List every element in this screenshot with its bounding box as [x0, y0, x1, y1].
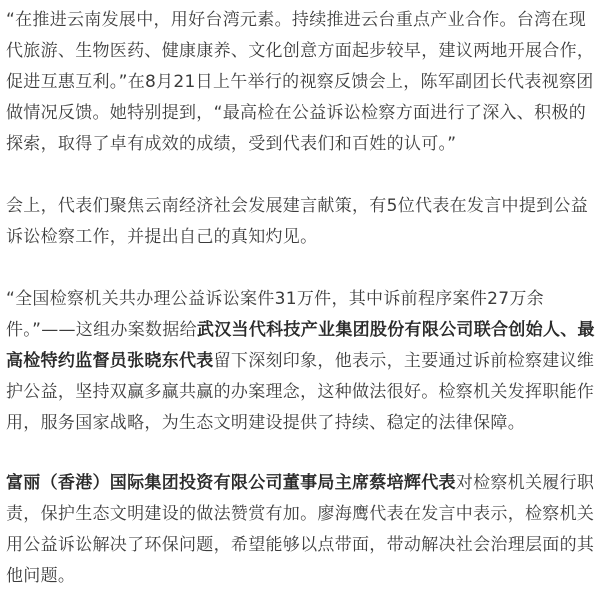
paragraph-2-text: 会上，代表们聚焦云南经济社会发展建言献策，有5位代表在发言中提到公益诉讼检察工作，并提出自己的真知灼见。: [6, 196, 589, 247]
paragraph-4-text: 对检察机关履行职责，保护生态文明建设的做法赞赏有加。廖海鹰代表在发言中表示，检察机关用公益诉讼解决了环保问题，希望能够以点带面，带动解决社会治理层面的其他问题。: [6, 473, 595, 586]
paragraph-1: [6, 5, 596, 160]
paragraph-3: [6, 284, 596, 439]
paragraph-3-text-start: “全国检察机关共办理公益诉讼案件31万件，其中诉前程序案件27万余件。”——这组办案数据给: [6, 289, 544, 340]
paragraph-4-bold-name: 富丽（香港）国际集团投资有限公司董事局主席蔡培辉代表: [6, 473, 456, 493]
paragraph-3-text-end: 留下深刻印象，他表示，主要通过诉前检察建议维护公益，坚持双赢多赢共赢的办案理念，这种做法很好。检察机关发挥职能作用，服务国家战略，为生态文明建设提供了持续、稳定的法律保障。: [6, 351, 595, 433]
paragraph-4: [6, 468, 596, 592]
paragraph-3-bold-name: 武汉当代科技产业集团股份有限公司联合创始人、最高检特约监督员张晓东代表: [6, 320, 595, 371]
paragraph-1-text: “在推进云南发展中，用好台湾元素。持续推进云台重点产业合作。台湾在现代旅游、生物医药、健康康养、文化创意方面起步较早，建议两地开展合作，促进互惠互利。”在8月21日上午举行的视察反馈会上，陈军副团长代表视察团做情况反馈。她特别提到，“最高检在公益诉讼检察方面进行了深入、积极的探索，取得了卓有成效的成绩，受到代表们和百姓的认可。”: [6, 10, 595, 154]
paragraph-2: [6, 191, 596, 253]
